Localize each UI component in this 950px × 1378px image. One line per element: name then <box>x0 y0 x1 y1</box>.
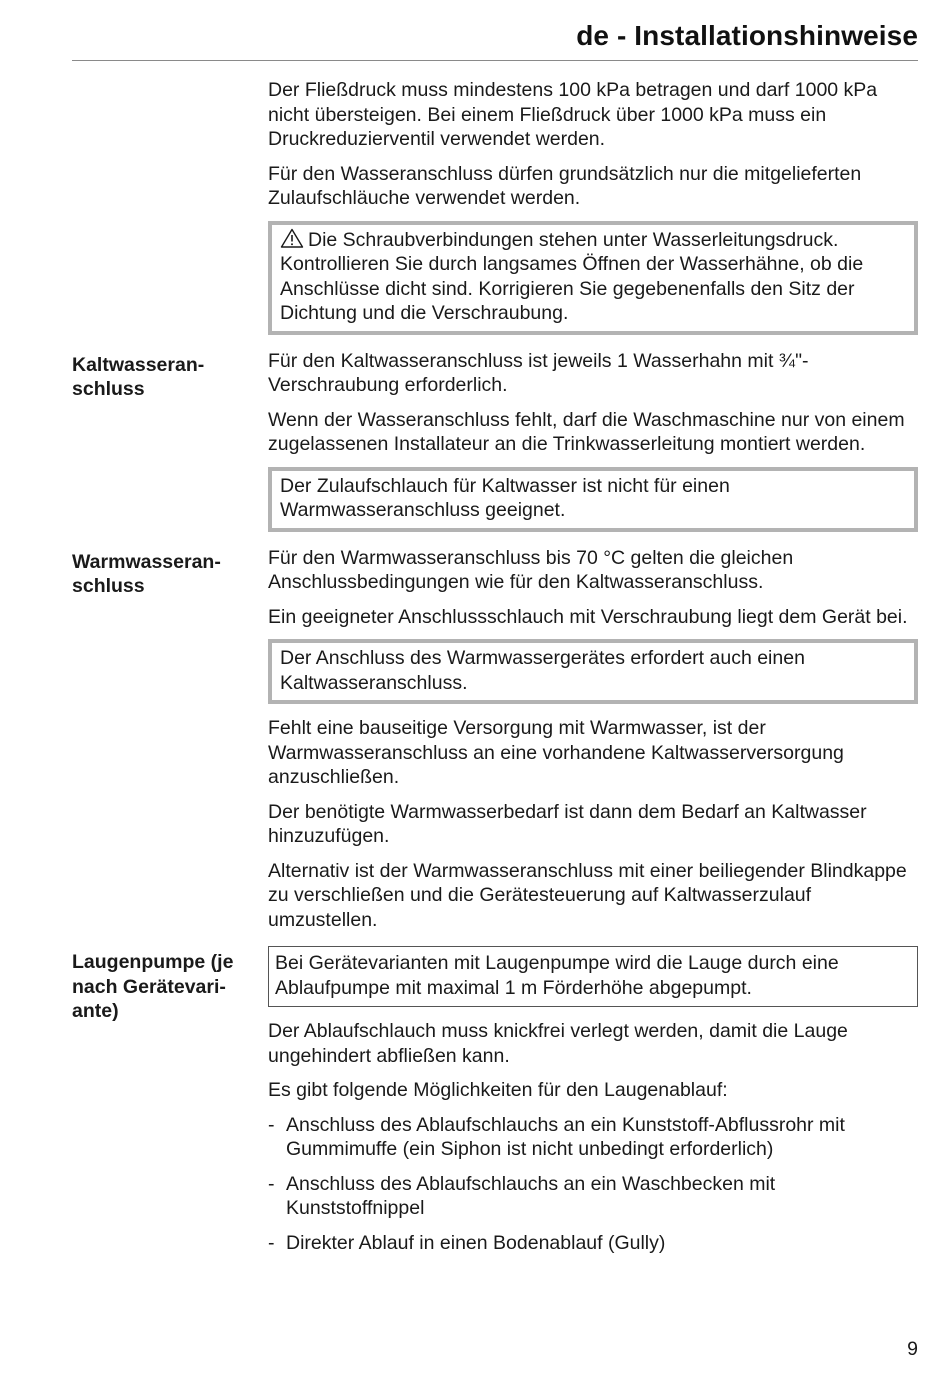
section-intro-body <box>268 78 918 347</box>
list-item: - Anschluss des Ablaufschlauchs an ein Kunststoff-Abflussrohr mit Gummimuffe (ein Siphon ist nicht unbedingt erforderlich) <box>268 1113 918 1162</box>
warmwasser-paragraph-5: Alternativ ist der Warmwasseranschluss mit einer beiliegender Blindkappe zu verschließen und die Gerätesteuerung auf Kaltwasserzulauf umzustellen. <box>268 859 907 931</box>
section-warmwasser <box>72 546 918 943</box>
warmwasser-note-box <box>268 639 918 704</box>
laugenpumpe-note-text: Bei Gerätevarianten mit Laugenpumpe wird die Lauge durch eine Ablaufpumpe mit maximal 1 m Förderhöhe abgepumpt. <box>275 952 839 999</box>
warning-triangle-icon <box>280 228 304 248</box>
drain-options-list <box>268 1113 918 1256</box>
section-heading-warmwasser <box>72 546 268 943</box>
warmwasser-paragraph-4: Der benötigte Warmwasserbedarf ist dann dem Bedarf an Kaltwasser hinzuzufügen. <box>268 800 867 847</box>
warmwasser-note-text: Der Anschluss des Warmwassergerätes erfordert auch einen Kaltwasseranschluss. <box>280 647 805 694</box>
heading-laugenpumpe-line2: nach Gerätevari- <box>72 975 226 998</box>
section-heading-empty <box>72 78 268 347</box>
page-header <box>72 18 918 61</box>
heading-warmwasser-line1: Warmwasseran- <box>72 550 221 573</box>
heading-laugenpumpe-line3: ante) <box>72 1000 119 1022</box>
section-intro <box>72 78 918 347</box>
warning-text: Die Schraubverbindungen stehen unter Wasserleitungsdruck. Kontrollieren Sie durch langsames Öffnen der Wasserhähne, ob die Anschlüsse dicht sind. Korrigieren Sie gegebenenfalls den Sitz der Dichtung und die Verschraubung. <box>280 228 864 324</box>
section-warmwasser-body <box>268 546 918 943</box>
section-heading-kaltwasser <box>72 349 268 544</box>
heading-kaltwasser-line1: Kaltwasseran- <box>72 353 205 376</box>
kaltwasser-paragraph-2: Wenn der Wasseranschluss fehlt, darf die Waschmaschine nur von einem zugelassenen Installateur an die Trinkwasserleitung montiert werden. <box>268 408 905 455</box>
warmwasser-paragraph-2: Ein geeigneter Anschlussschlauch mit Verschraubung liegt dem Gerät bei. <box>268 605 908 628</box>
heading-laugenpumpe-line1: Laugenpumpe (je <box>72 951 234 973</box>
warmwasser-paragraph-1: Für den Warmwasseranschluss bis 70 °C gelten die gleichen Anschlussbedingungen wie für den Kaltwasseranschluss. <box>268 546 794 593</box>
laugenpumpe-paragraph-1: Der Ablaufschlauch muss knickfrei verlegt werden, damit die Lauge ungehindert abfließen kann. <box>268 1020 848 1067</box>
kaltwasser-note-text: Der Zulaufschlauch für Kaltwasser ist nicht für einen Warmwasseranschluss geeignet. <box>280 474 730 521</box>
section-laugenpumpe-body <box>268 946 918 1265</box>
list-item: - Anschluss des Ablaufschlauchs an ein Waschbecken mit Kunststoffnippel <box>268 1172 918 1221</box>
heading-warmwasser-line2: schluss <box>72 575 145 597</box>
laugenpumpe-paragraph-2: Es gibt folgende Möglichkeiten für den Laugenablauf: <box>268 1079 728 1101</box>
section-kaltwasser <box>72 349 918 544</box>
intro-paragraph-2: Für den Wasseranschluss dürfen grundsätzlich nur die mitgelieferten Zulaufschläuche verwendet werden. <box>268 162 862 209</box>
page-number: 9 <box>907 1338 918 1360</box>
section-laugenpumpe <box>72 946 918 1265</box>
laugenpumpe-note-box <box>268 946 918 1007</box>
kaltwasser-note-box <box>268 467 918 532</box>
kaltwasser-paragraph-1: Für den Kaltwasseranschluss ist jeweils 1 Wasserhahn mit ¾"-Verschraubung erforderlich. <box>268 349 809 396</box>
intro-paragraph-1: Der Fließdruck muss mindestens 100 kPa betragen und darf 1000 kPa nicht übersteigen. Bei einem Fließdruck über 1000 kPa muss ein Druckreduzierventil verwendet werden. <box>268 79 878 150</box>
heading-kaltwasser-line2: schluss <box>72 378 145 400</box>
section-heading-laugenpumpe <box>72 946 268 1265</box>
warning-box <box>268 221 918 335</box>
page-title: de - Installationshinweise <box>576 20 918 51</box>
document-body <box>72 78 918 1265</box>
section-kaltwasser-body <box>268 349 918 544</box>
warmwasser-paragraph-3: Fehlt eine bauseitige Versorgung mit Warmwasser, ist der Warmwasseranschluss an eine vorhandene Kaltwasserversorgung anzuschließen. <box>268 717 844 788</box>
list-item: - Direkter Ablauf in einen Bodenablauf (Gully) <box>268 1231 918 1256</box>
